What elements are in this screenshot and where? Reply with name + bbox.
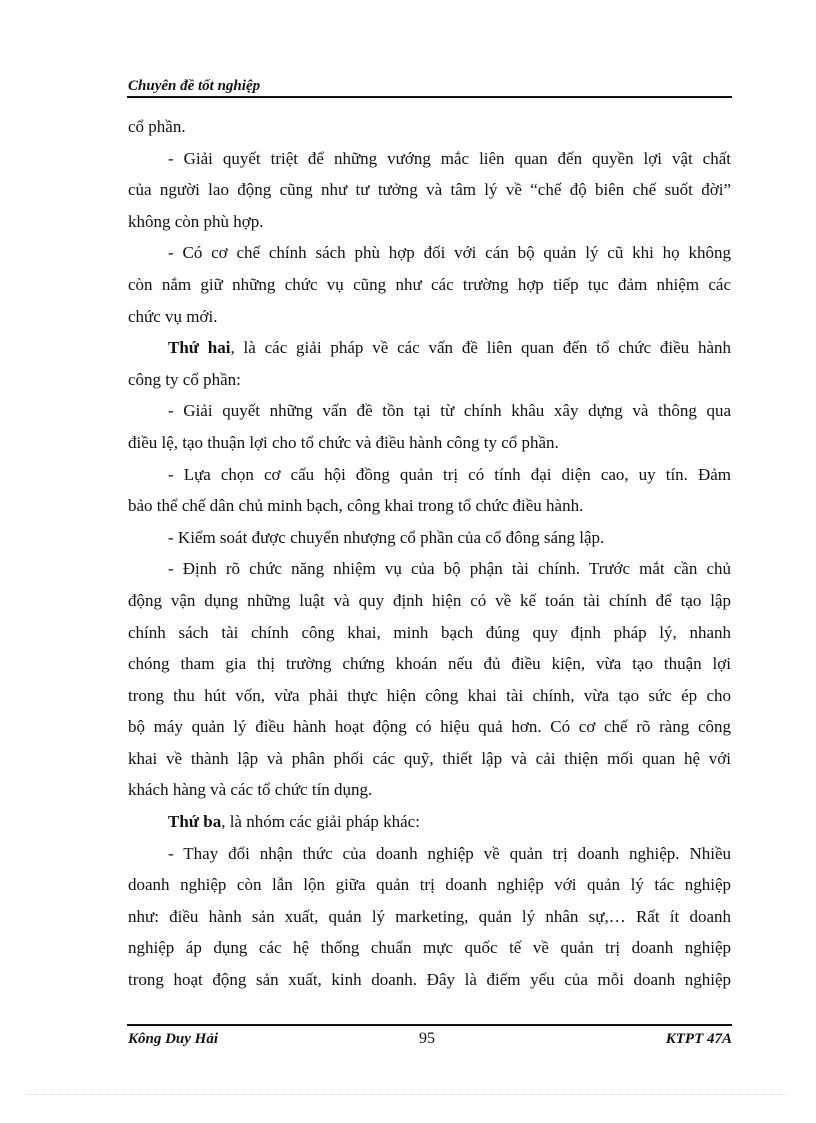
footer-rule: [127, 1024, 732, 1026]
body-line: [128, 869, 731, 901]
header-rule: [127, 96, 732, 98]
body-text: [128, 111, 731, 996]
body-line-text: - Giải quyết những vấn đề tồn tại từ chính khâu xây dựng và thông qua: [168, 401, 731, 421]
body-line: [128, 427, 731, 459]
body-line: [128, 301, 731, 333]
body-line-text: chức vụ mới.: [128, 306, 218, 326]
body-line-text: động vận dụng những luật và quy định hiện có về kế toán tài chính để tạo lập: [128, 590, 731, 610]
body-line-text: bộ máy quản lý điều hành hoạt động có hiệu quả hơn. Có cơ chế rõ ràng công: [128, 717, 731, 737]
footer-page-number: 95: [419, 1030, 435, 1047]
body-line: [128, 648, 731, 680]
body-line-text: khai về thành lập và phân phối các quỹ, thiết lập và cải thiện mối quan hệ với: [128, 748, 731, 768]
body-line-bold-lead: Thứ ba: [168, 812, 222, 832]
body-line-text: trong hoạt động sản xuất, kinh doanh. Đây là điểm yếu của mỗi doanh nghiệp: [128, 970, 731, 990]
body-line-text: - Kiểm soát được chuyển nhượng cổ phần của cổ đông sáng lập.: [168, 527, 605, 547]
body-line: [128, 743, 731, 775]
body-line: [128, 237, 731, 269]
body-line: [128, 711, 731, 743]
body-line: [128, 522, 731, 554]
body-line: [128, 585, 731, 617]
body-line: [128, 206, 731, 238]
body-line: [128, 364, 731, 396]
body-line-text: của người lao động cũng như tư tưởng và tâm lý về “chế độ biên chế suốt đời”: [128, 180, 731, 200]
body-line-text: cổ phần.: [128, 117, 186, 136]
body-line: [128, 111, 731, 143]
page-edge-divider: [28, 1094, 788, 1095]
footer-author: Kông Duy Hải: [128, 1031, 219, 1047]
body-line: [128, 680, 731, 712]
body-line-text: - Giải quyết triệt để những vướng mắc liên quan đến quyền lợi vật chất: [168, 148, 731, 168]
body-line-text: - Lựa chọn cơ cấu hội đồng quản trị có tính đại diện cao, uy tín. Đảm: [168, 464, 731, 484]
body-line: [128, 395, 731, 427]
body-line: [128, 490, 731, 522]
body-line: [128, 553, 731, 585]
body-line-text: , là các giải pháp về các vấn đề liên quan đến tổ chức điều hành: [230, 338, 731, 358]
body-line: [128, 774, 731, 806]
body-line-text: trong thu hút vốn, vừa phải thực hiện công khai tài chính, vừa tạo sức ép cho: [128, 685, 731, 705]
body-line: [128, 964, 731, 996]
body-line: [128, 838, 731, 870]
body-line: [128, 269, 731, 301]
body-line-text: bảo thể chế dân chủ minh bạch, công khai trong tổ chức điều hành.: [128, 496, 584, 516]
body-line: [128, 174, 731, 206]
body-line: [128, 332, 731, 364]
body-line-bold-lead: Thứ hai: [168, 338, 231, 358]
body-line-text: điều lệ, tạo thuận lợi cho tổ chức và điều hành công ty cổ phần.: [128, 432, 559, 452]
body-line-text: không còn phù hợp.: [128, 211, 264, 231]
body-line: [128, 901, 731, 933]
body-line-text: chóng tham gia thị trường chứng khoán nếu đủ điều kiện, vừa tạo thuận lợi: [128, 654, 731, 674]
body-line: [128, 806, 731, 838]
footer-class-code: KTPT 47A: [665, 1031, 732, 1047]
body-line-text: còn nắm giữ những chức vụ cũng như các trường hợp tiếp tục đảm nhiệm các: [128, 274, 731, 294]
body-line-text: công ty cổ phần:: [128, 369, 241, 389]
body-line: [128, 459, 731, 491]
body-line-text: nghiệp áp dụng các hệ thống chuẩn mực quốc tế về quản trị doanh nghiệp: [128, 938, 731, 958]
header-title: Chuyên đề tốt nghiệp: [128, 78, 261, 94]
body-line-text: doanh nghiệp còn lẫn lộn giữa quản trị doanh nghiệp với quản lý tác nghiệp: [128, 875, 731, 895]
body-line: [128, 143, 731, 175]
body-line: [128, 932, 731, 964]
body-line-text: khách hàng và các tổ chức tín dụng.: [128, 780, 373, 800]
body-line-text: - Có cơ chế chính sách phù hợp đối với cán bộ quản lý cũ khi họ không: [168, 243, 731, 263]
body-line-text: chính sách tài chính công khai, minh bạch đúng quy định pháp lý, nhanh: [128, 622, 731, 642]
body-line-text: như: điều hành sản xuất, quản lý marketing, quản lý nhân sự,… Rất ít doanh: [128, 906, 731, 926]
body-line-text: - Thay đổi nhận thức của doanh nghiệp về quản trị doanh nghiệp. Nhiều: [168, 843, 731, 863]
body-line-text: - Định rõ chức năng nhiệm vụ của bộ phận tài chính. Trước mắt cần chủ: [168, 559, 731, 579]
body-line: [128, 617, 731, 649]
body-line-text: , là nhóm các giải pháp khác:: [221, 812, 420, 832]
